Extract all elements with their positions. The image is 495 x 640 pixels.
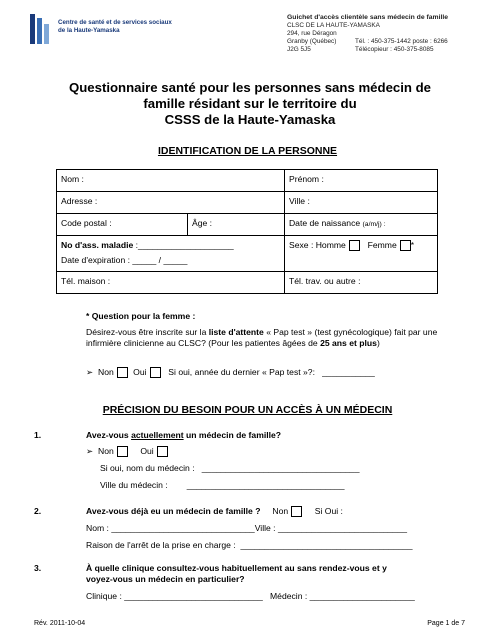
footer-revision: Rév. 2011-10-04 (34, 620, 86, 627)
q1-oui-label: Oui (140, 446, 154, 456)
q1-nom-blank[interactable]: _________________________________ (201, 463, 360, 473)
page-title (40, 80, 460, 128)
femme-text-2: « Pap test » (test gynécologique) (266, 327, 392, 337)
csss-logo (30, 14, 190, 44)
q1-number: 1. (34, 430, 42, 440)
femme-checkbox[interactable] (400, 240, 411, 251)
tel-maison-cell[interactable] (57, 272, 285, 294)
q1-non-label: Non (97, 446, 114, 456)
q2-ville-label: Ville : (254, 523, 276, 533)
date-naissance-label: Date de naissance (288, 218, 361, 228)
q1-answer-row (86, 446, 171, 457)
q3-medecin-label: Médecin : (270, 591, 308, 601)
addr-tel: Tél. : 450-375-1442 poste : 6266 (355, 38, 448, 45)
ville-cell[interactable] (284, 192, 437, 214)
age-cell[interactable] (188, 214, 285, 236)
q1-ville-blank[interactable]: _________________________________ (186, 480, 345, 490)
q3-line-2: voyez-vous un médecin en particulier? (86, 574, 245, 584)
section-besoin-heading: PRÉCISION DU BESOIN POUR UN ACCÈS À UN MÉDECIN (102, 404, 393, 416)
tel-trav-cell[interactable] (284, 272, 437, 294)
q1-ville-label: Ville du médecin : (100, 480, 168, 490)
sexe-homme-label: Sexe : Homme (288, 240, 346, 250)
q2-non-checkbox[interactable] (291, 506, 302, 517)
sexe-cell (284, 236, 437, 272)
femme-oui-checkbox[interactable] (150, 367, 161, 378)
addr-line-2: CLSC DE LA HAUTE-YAMASKA (287, 22, 380, 29)
q3-clinique-blank[interactable]: _____________________________ (124, 591, 263, 601)
ville-label: Ville : (288, 196, 310, 206)
addr-title: Guichet d'accès clientèle sans médecin de famille (287, 14, 449, 21)
prenom-cell[interactable] (284, 170, 437, 192)
q2-number: 2. (34, 506, 42, 516)
footer-page-number: Page 1 de 7 (427, 620, 465, 627)
logo-mark-icon (30, 14, 52, 44)
logo-line-1: Centre de santé et de services sociaux (58, 19, 172, 26)
identification-table (56, 169, 438, 294)
homme-checkbox[interactable] (349, 240, 360, 251)
femme-text-bold: liste d'attente (208, 327, 264, 337)
q2-row (86, 506, 343, 517)
femme-star: * (410, 240, 415, 250)
addr-postal: J2G 5J5 (287, 46, 311, 53)
logo-line-2: de la Haute-Yamaska (58, 27, 120, 34)
q1-oui-checkbox[interactable] (157, 446, 168, 457)
header-address (287, 14, 448, 54)
femme-text-bold-2: 25 ans et (320, 338, 357, 348)
addr-fax: Télécopieur : 450-375-8085 (355, 46, 434, 53)
q2-ville-blank[interactable]: ___________________________ (277, 523, 407, 533)
ass-maladie-blank[interactable]: :____________________ (135, 240, 234, 250)
age-label: Âge : (192, 218, 213, 228)
adresse-label: Adresse : (61, 196, 98, 206)
tel-trav-label: Tél. trav. ou autre : (288, 276, 361, 286)
q1-pre: Avez-vous (86, 430, 129, 440)
q2-nom-label: Nom : (86, 523, 109, 533)
prenom-label: Prénom : (288, 174, 324, 184)
ass-maladie-label: No d'ass. maladie (61, 240, 134, 250)
q1-post: un médecin de famille? (186, 430, 282, 440)
femme-question-text (86, 327, 456, 349)
q2-text: Avez-vous déjà eu un médecin de famille ? (86, 506, 261, 516)
q1-ville-row (100, 480, 345, 491)
section-identification-heading: IDENTIFICATION DE LA PERSONNE (157, 145, 338, 157)
femme-question-heading: * Question pour la femme : (86, 311, 196, 321)
femme-annee-blank[interactable]: ___________ (322, 367, 375, 377)
q2-raison-label: Raison de l'arrêt de la prise en charge : (86, 540, 236, 550)
title-line-2: famille résidant sur le territoire du (143, 96, 357, 111)
q1-non-checkbox[interactable] (117, 446, 128, 457)
femme-label: Femme (367, 240, 397, 250)
q1-nom-label: Si oui, nom du médecin : (100, 463, 195, 473)
expiration-label: Date d'expiration : (61, 255, 130, 265)
femme-text-bold-3: plus (359, 338, 377, 348)
code-postal-cell[interactable] (57, 214, 188, 236)
femme-non-label: Non (97, 367, 114, 377)
nom-label: Nom : (61, 174, 84, 184)
q3-medecin-blank[interactable]: ______________________ (309, 591, 415, 601)
femme-answer-row (86, 367, 466, 378)
code-postal-label: Code postal : (61, 218, 112, 228)
q3-line-1: À quelle clinique consultez-vous habituellement au sans rendez-vous et y (86, 563, 387, 573)
date-format: (a/m/j) : (362, 221, 386, 228)
femme-oui-label: Oui (133, 367, 147, 377)
femme-text-3: fait par une infirmière clinicienne au CLSC? (Pour les patientes âgées de (86, 327, 438, 348)
q2-non-label: Non (272, 506, 289, 516)
q2-nom-row (86, 523, 407, 534)
title-line-3: CSSS de la Haute-Yamaska (164, 112, 336, 127)
q1-nom-row (100, 463, 360, 474)
femme-text-1: Désirez-vous être inscrite sur la (86, 327, 207, 337)
bullet-arrow-icon: ➢ (86, 446, 94, 456)
bullet-arrow-icon: ➢ (86, 367, 94, 377)
femme-non-checkbox[interactable] (117, 367, 128, 378)
q3-number: 3. (34, 563, 42, 573)
q3-clinique-row (86, 591, 415, 602)
q3-text (86, 563, 466, 585)
q1-underline: actuellement (131, 430, 184, 440)
femme-si-oui-label: Si oui, année du dernier « Pap test »?: (168, 367, 315, 377)
adresse-cell[interactable] (57, 192, 285, 214)
date-naissance-cell[interactable] (284, 214, 437, 236)
q2-si-oui-label: Si Oui : (314, 506, 343, 516)
title-line-1: Questionnaire santé pour les personnes sans médecin de (68, 80, 432, 95)
nom-cell[interactable] (57, 170, 285, 192)
expiration-blank[interactable]: _____ / _____ (132, 255, 188, 265)
addr-city: Granby (Québec) (287, 38, 337, 45)
tel-maison-label: Tél. maison : (61, 276, 111, 286)
addr-line-3: 294, rue Déragon (287, 30, 337, 37)
q2-nom-blank[interactable]: ______________________________ (111, 523, 255, 533)
ass-maladie-cell[interactable] (57, 236, 285, 272)
femme-text-4: ) (376, 338, 380, 348)
q2-raison-blank[interactable]: ____________________________________ (240, 540, 413, 550)
q3-clinique-label: Clinique : (86, 591, 122, 601)
q1-text (86, 430, 281, 441)
q2-raison-row (86, 540, 413, 551)
